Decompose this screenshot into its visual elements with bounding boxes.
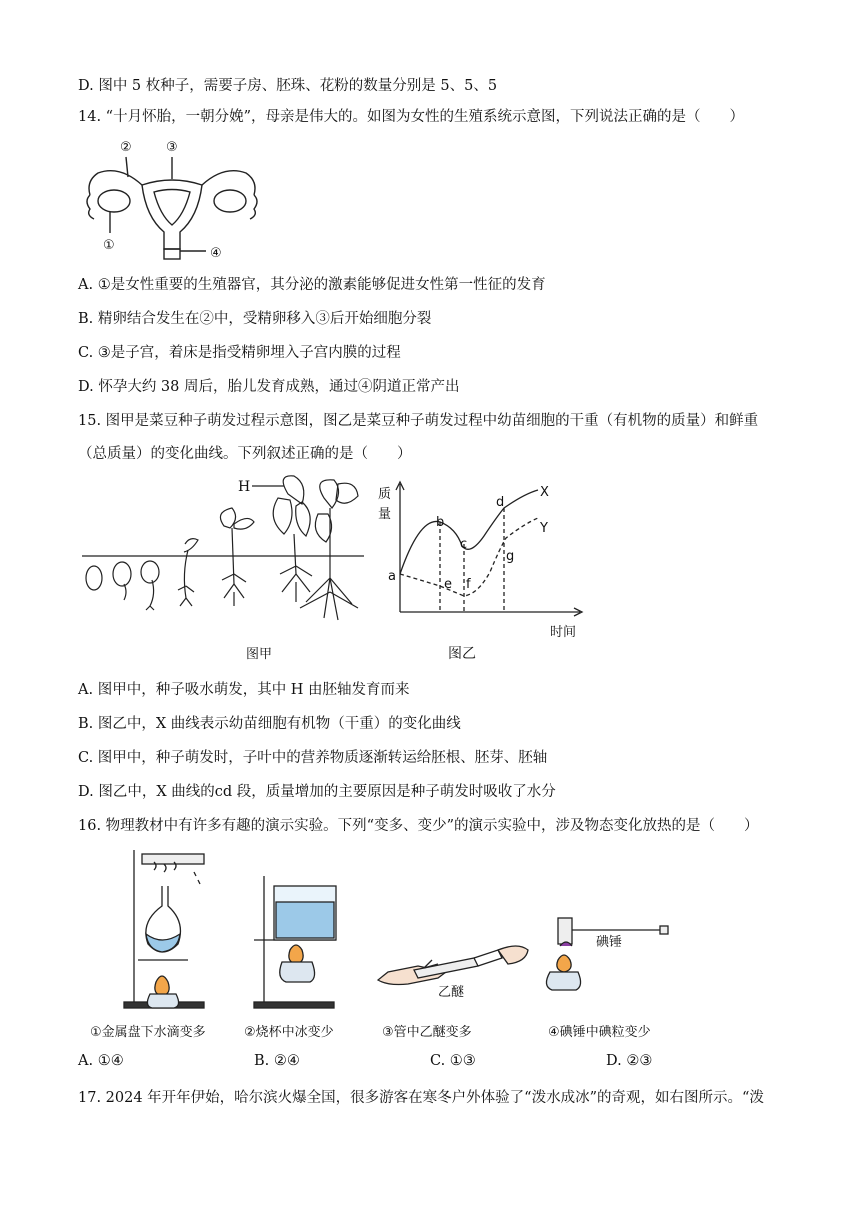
caption-3: ③管中乙醚变多	[382, 1025, 472, 1040]
label-ether: 乙醚	[438, 985, 465, 1000]
point-d: d	[496, 495, 505, 510]
ylabel-1: 质	[378, 487, 392, 502]
q14-option-a: A. ①是女性重要的生殖器官，其分泌的激素能够促进女性第一性征的发育	[78, 277, 546, 293]
fig-b-caption: 图乙	[448, 646, 476, 662]
q15-option-a: A. 图甲中，种子吸水萌发，其中 H 由胚轴发育而来	[78, 682, 410, 698]
point-e: e	[444, 577, 452, 592]
mass-curve-figure	[374, 476, 589, 666]
bean-germination-figure	[80, 474, 370, 664]
series-x: X	[540, 485, 549, 500]
xlabel: 时间	[550, 625, 577, 640]
q16-option-b: B. ②④	[254, 1053, 300, 1069]
q15-stem-line1: 15. 图甲是菜豆种子萌发过程示意图，图乙是菜豆种子萌发过程中幼苗细胞的干重（有机物的质量）和鲜重	[78, 413, 759, 429]
q14-option-c: C. ③是子宫，着床是指受精卵埋入子宫内膜的过程	[78, 345, 401, 361]
q14-stem: 14. “十月怀胎，一朝分娩”，母亲是伟大的。如图为女性的生殖系统示意图，下列说法正确的是（ ）	[78, 109, 744, 125]
q16-option-c: C. ①③	[430, 1053, 476, 1069]
q14-option-b: B. 精卵结合发生在②中，受精卵移入③后开始细胞分裂	[78, 311, 432, 327]
q17-stem: 17. 2024 年开年伊始，哈尔滨火爆全国，很多游客在寒冬户外体验了“泼水成冰”的奇观，如右图所示。“泼	[78, 1090, 764, 1106]
caption-1: ①金属盘下水滴变多	[90, 1025, 206, 1040]
ylabel-2: 量	[378, 507, 392, 522]
reproductive-system-figure	[80, 137, 265, 262]
q16-option-a: A. ①④	[78, 1053, 124, 1069]
q15-option-d: D. 图乙中，X 曲线的cd 段，质量增加的主要原因是种子萌发时吸收了水分	[78, 784, 556, 800]
point-f: f	[466, 577, 471, 592]
point-a: a	[388, 569, 396, 584]
label-iodine-hammer: 碘锤	[596, 935, 623, 950]
label-4: ④	[210, 246, 222, 261]
label-h: H	[238, 479, 251, 495]
experiments-figure	[78, 846, 678, 1046]
caption-2: ②烧杯中冰变少	[244, 1025, 334, 1040]
q16-option-d: D. ②③	[606, 1053, 653, 1069]
q16-stem: 16. 物理教材中有许多有趣的演示实验。下列“变多、变少”的演示实验中，涉及物态变化放热的是（ ）	[78, 818, 759, 834]
q15-stem-line2: （总质量）的变化曲线。下列叙述正确的是（ ）	[78, 446, 412, 462]
point-g: g	[506, 549, 515, 564]
point-c: c	[460, 537, 468, 552]
label-3: ③	[166, 140, 178, 155]
q15-option-b: B. 图乙中，X 曲线表示幼苗细胞有机物（干重）的变化曲线	[78, 716, 461, 732]
caption-4: ④碘锤中碘粒变少	[548, 1025, 651, 1040]
q15-option-c: C. 图甲中，种子萌发时，子叶中的营养物质逐渐转运给胚根、胚芽、胚轴	[78, 750, 548, 766]
label-2: ②	[120, 140, 132, 155]
series-y: Y	[540, 521, 548, 536]
point-b: b	[436, 515, 445, 530]
q13-option-d: D. 图中 5 枚种子，需要子房、胚珠、花粉的数量分别是 5、5、5	[78, 78, 498, 94]
label-1: ①	[103, 238, 115, 253]
q14-option-d: D. 怀孕大约 38 周后，胎儿发育成熟，通过④阴道正常产出	[78, 379, 460, 395]
fig-a-caption: 图甲	[246, 647, 273, 662]
